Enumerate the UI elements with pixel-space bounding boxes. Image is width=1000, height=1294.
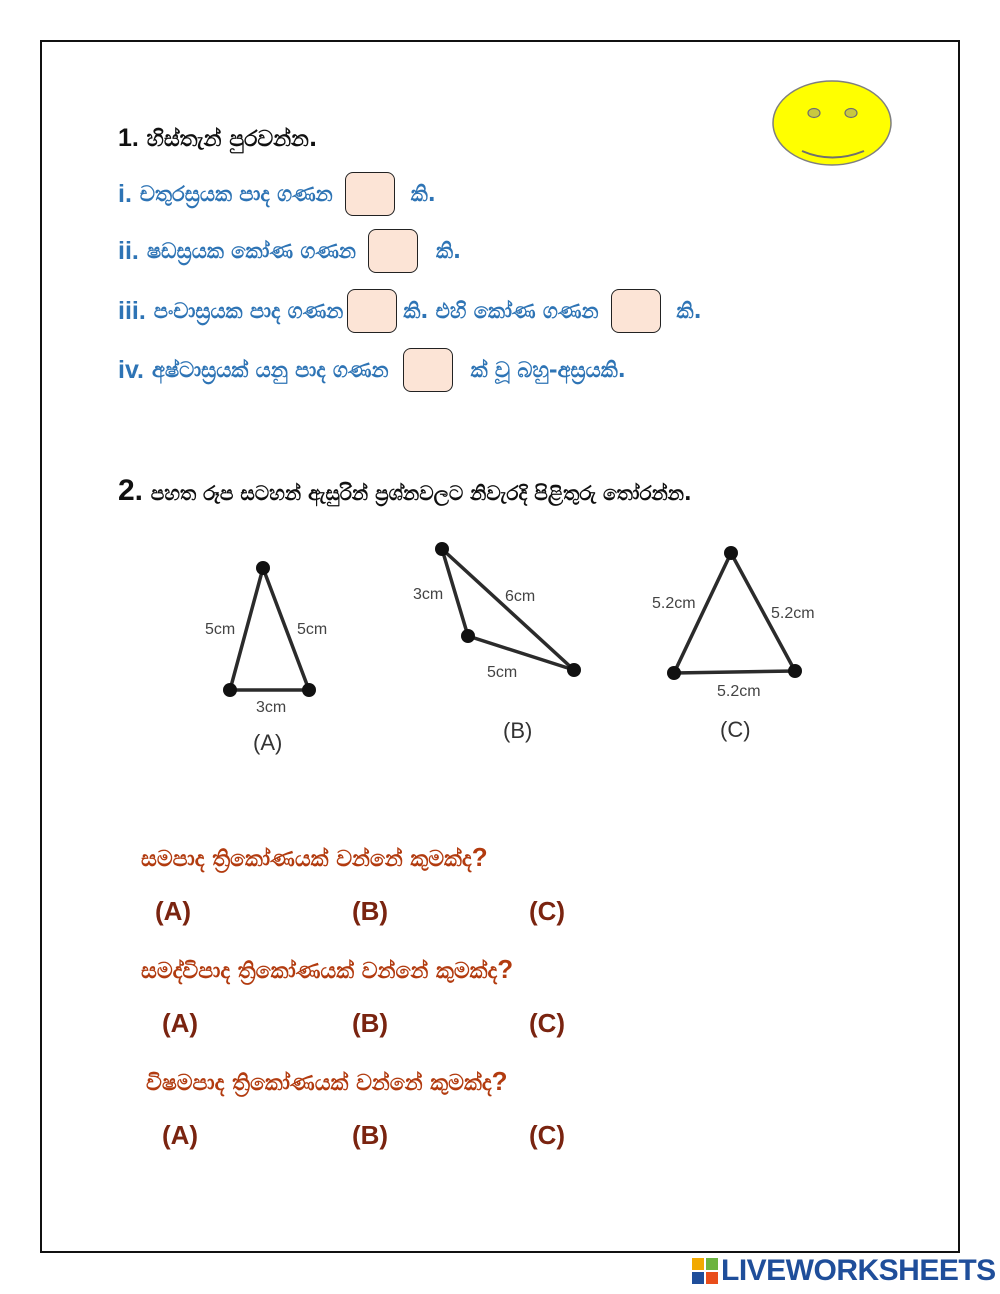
question-1-title: හිස්තැන් පුරවන්න.	[146, 127, 318, 152]
q1-item-text: ෂඩස්‍රයක කෝණ ගණන	[146, 238, 356, 263]
sub-question-equilateral	[141, 842, 488, 873]
option-b[interactable]: (B)	[352, 896, 389, 926]
triangle-a-right-label: 5cm	[297, 621, 328, 638]
triangle-b-side-2-label: 6cm	[505, 588, 536, 605]
q1-item-number: i.	[118, 179, 132, 208]
logo-text: LIVEWORKSHEETS	[721, 1254, 996, 1287]
sub-question-text: සමපාද ත්‍රිකෝණයක් වන්නේ කුමක්ද	[141, 847, 472, 872]
option-a[interactable]: (A)	[162, 1008, 199, 1038]
answer-box[interactable]	[345, 172, 395, 216]
q1-item-ii	[118, 229, 461, 273]
option-a[interactable]: (A)	[162, 1120, 199, 1150]
triangle-a-left-label: 5cm	[205, 621, 236, 638]
q1-item-text: චතුරස්‍රයක පාද ගණන	[139, 181, 333, 206]
triangle-b-side-1-label: 3cm	[413, 586, 444, 603]
vertex-dot	[461, 629, 475, 643]
logo-grid-icon	[692, 1258, 718, 1284]
question-2-title: පහත රූප සටහන් ඇසුරින් ප්‍රශ්නවලට නිවැරදි පිළිතුරු තෝරන්න.	[150, 481, 692, 505]
triangle-b-side-3-label: 5cm	[487, 664, 518, 681]
vertex-dot	[724, 546, 738, 560]
sub-question-mark: ?	[471, 842, 488, 872]
q1-item-middle: කි. එහි කෝණ ගණන	[403, 298, 599, 323]
q1-item-text: අෂ්ටාස්‍රයක් යනු පාද ගණන	[151, 357, 389, 382]
answer-box[interactable]	[403, 348, 453, 392]
q1-item-number: iv.	[118, 355, 144, 384]
option-c[interactable]: (C)	[529, 896, 566, 926]
option-a[interactable]: (A)	[155, 896, 192, 926]
triangle-a-caption: (A)	[253, 730, 283, 755]
q1-item-suffix: කි.	[436, 238, 462, 263]
triangle-b	[442, 549, 574, 670]
q1-item-suffix: ක් වූ බහු-අස්‍රයකි.	[470, 357, 626, 382]
option-c[interactable]: (C)	[529, 1120, 566, 1150]
triangle-b-caption: (B)	[503, 718, 533, 743]
option-b[interactable]: (B)	[352, 1120, 389, 1150]
question-2-heading	[118, 474, 692, 508]
q1-item-i	[118, 172, 436, 216]
vertex-dot	[256, 561, 270, 575]
smiley-face-icon	[770, 78, 896, 168]
q1-item-iii	[118, 289, 702, 333]
question-2-number: 2.	[118, 474, 144, 507]
triangle-c-caption: (C)	[720, 717, 751, 742]
sub-question-isosceles	[141, 954, 513, 985]
vertex-dot	[667, 666, 681, 680]
sub-question-text: විෂමපාද ත්‍රිකෝණයක් වන්නේ කුමක්ද	[146, 1071, 492, 1096]
question-1-number: 1.	[118, 124, 139, 152]
q1-item-suffix: කි.	[676, 298, 702, 323]
triangle-c-left-label: 5.2cm	[652, 595, 696, 612]
answer-box[interactable]	[368, 229, 418, 273]
sub-question-scalene	[146, 1066, 507, 1097]
answer-box[interactable]	[347, 289, 397, 333]
vertex-dot	[302, 683, 316, 697]
vertex-dot	[223, 683, 237, 697]
triangle-c-right-label: 5.2cm	[771, 605, 815, 622]
triangle-c-base-label: 5.2cm	[717, 683, 761, 700]
q1-item-suffix: කි.	[410, 181, 436, 206]
sub-question-mark: ?	[491, 1066, 508, 1096]
q1-item-text: පංචාස්‍රයක පාද ගණන	[153, 298, 344, 323]
option-c[interactable]: (C)	[529, 1008, 566, 1038]
q1-item-number: ii.	[118, 236, 139, 265]
triangle-figures	[0, 530, 1000, 770]
q1-item-number: iii.	[118, 296, 146, 325]
sub-question-mark: ?	[497, 954, 514, 984]
vertex-dot	[788, 664, 802, 678]
liveworksheets-logo	[692, 1254, 996, 1288]
answer-box[interactable]	[611, 289, 661, 333]
vertex-dot	[567, 663, 581, 677]
question-1-heading	[118, 124, 317, 153]
triangle-a-base-label: 3cm	[256, 699, 287, 716]
vertex-dot	[435, 542, 449, 556]
sub-question-text: සමද්විපාද ත්‍රිකෝණයක් වන්නේ කුමක්ද	[141, 959, 498, 984]
q1-item-iv	[118, 348, 626, 392]
option-b[interactable]: (B)	[352, 1008, 389, 1038]
